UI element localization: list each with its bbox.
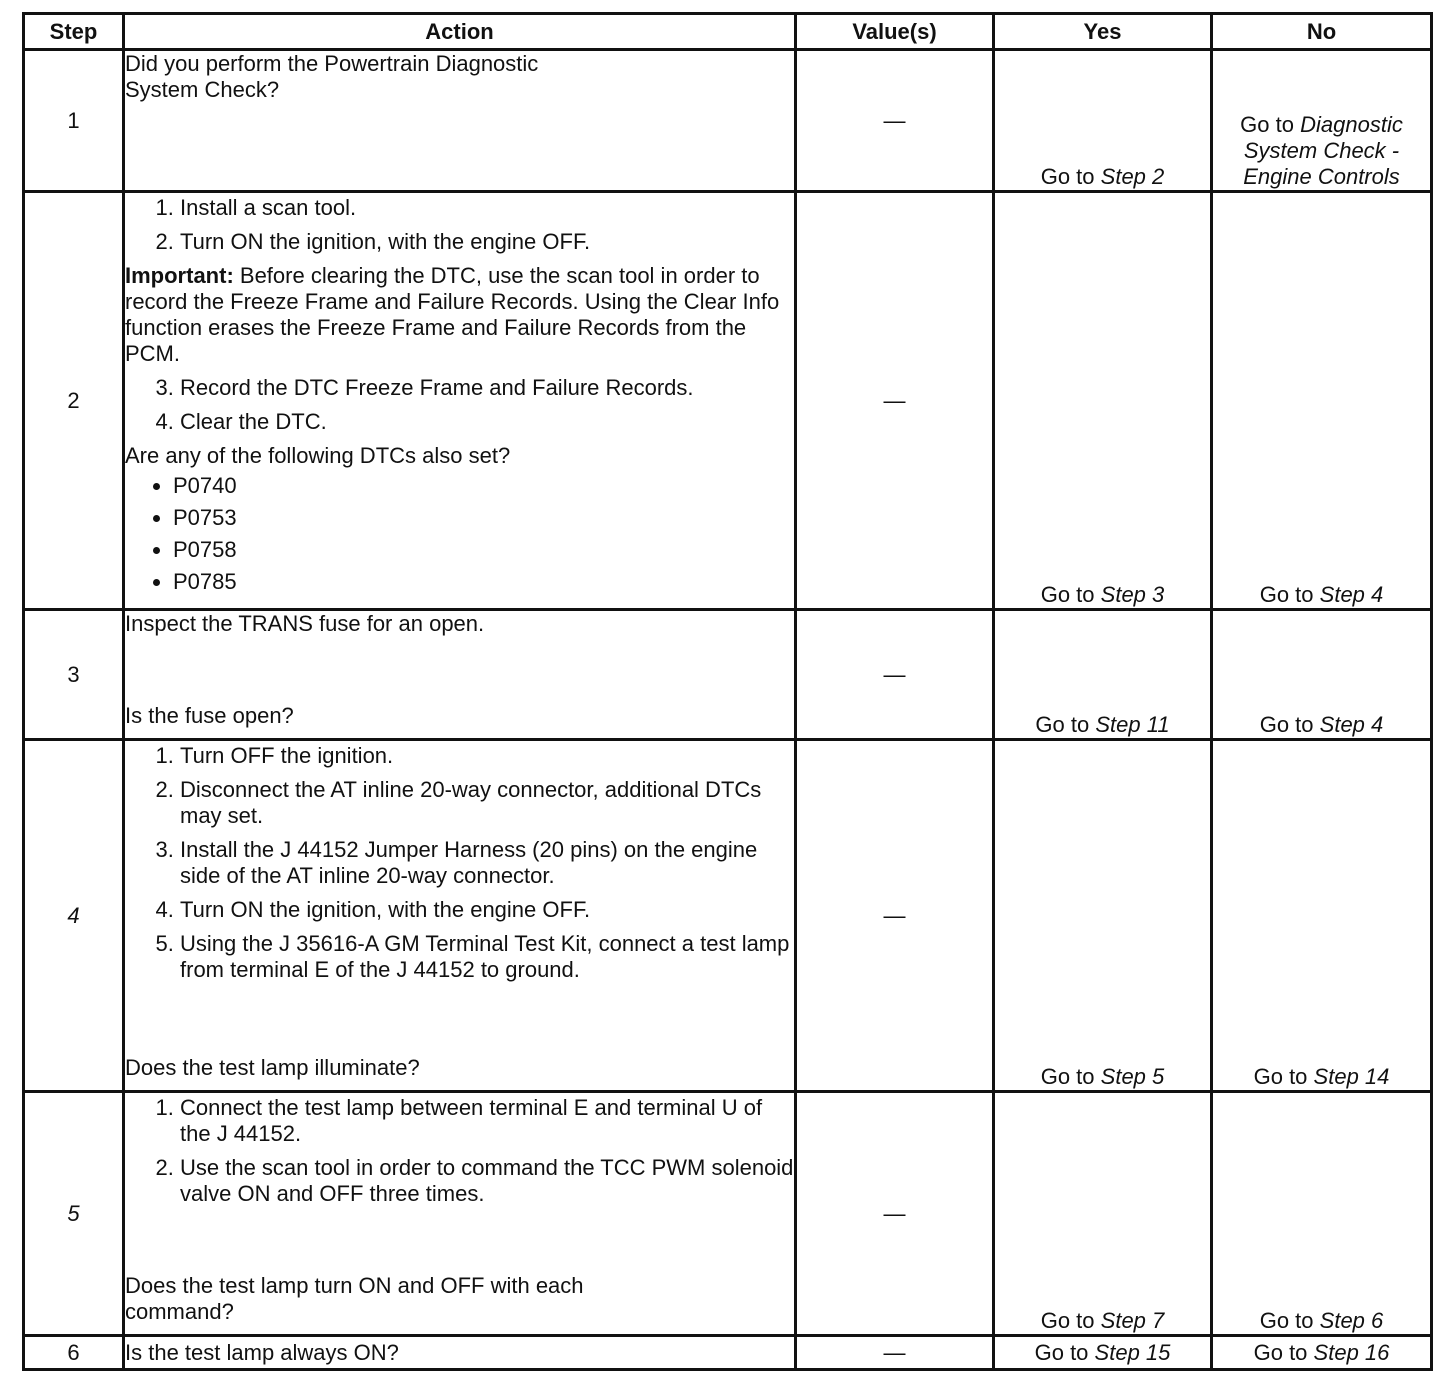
yes-target: Step 7 (1100, 1308, 1165, 1333)
yes-cell (994, 1336, 1212, 1370)
action-step: 1. Turn OFF the ignition. (180, 743, 794, 769)
table-row-step-1 (24, 50, 1432, 192)
go-to-label: Go to (1040, 164, 1095, 189)
dtc-code: • P0785 (173, 569, 794, 595)
dtc-code: • P0740 (173, 473, 794, 499)
action-step: 2. Turn ON the ignition, with the engine OFF. (180, 229, 794, 255)
action-steps (125, 743, 794, 991)
step-number: 6 (24, 1336, 124, 1370)
go-to-label: Go to (1253, 1339, 1308, 1365)
question-text: Are any of the following DTCs also set? (125, 443, 511, 468)
header-action: Action (124, 14, 796, 50)
go-to-label: Go to (1034, 1339, 1089, 1365)
go-to-label: Go to (1035, 712, 1090, 737)
no-target: Diagnostic System Check - Engine Controls (1243, 112, 1403, 189)
no-cell (1212, 1336, 1432, 1370)
action-cell (124, 740, 796, 1092)
step-number: 4 (24, 740, 124, 1092)
no-target: Step 16 (1313, 1339, 1390, 1365)
action-content (125, 1093, 794, 1325)
no-target: Step 14 (1313, 1064, 1390, 1089)
go-to-label: Go to (1040, 1308, 1095, 1333)
header-yes: Yes (994, 14, 1212, 50)
go-to-label: Go to (1259, 582, 1314, 607)
table-row-step-3 (24, 610, 1432, 740)
action-step: 4. Turn ON the ignition, with the engine OFF. (180, 897, 794, 923)
action-content (125, 611, 794, 729)
go-to-label: Go to (1240, 112, 1294, 137)
yes-target: Step 3 (1100, 582, 1165, 607)
table-row-step-4 (24, 740, 1432, 1092)
instruction-text: Inspect the TRANS fuse for an open. (125, 611, 485, 636)
value-cell: — (796, 740, 994, 1092)
step-number: 2 (24, 192, 124, 610)
important-note (125, 263, 794, 367)
table-row-step-2 (24, 192, 1432, 610)
question-text: Did you perform the Powertrain Diagnostic System Check? (125, 51, 539, 102)
action-step: 4. Clear the DTC. (180, 409, 794, 435)
go-to-label: Go to (1040, 582, 1095, 607)
diagnostic-table (22, 12, 1433, 1371)
no-cell (1212, 610, 1432, 740)
header-step: Step (24, 14, 124, 50)
yes-cell (994, 1092, 1212, 1336)
go-to-label: Go to (1040, 1064, 1095, 1089)
step-number: 1 (24, 50, 124, 192)
yes-target: Step 5 (1100, 1064, 1165, 1089)
important-text: Before clearing the DTC, use the scan tool in order to record the Freeze Frame and Failure Records. Using the Clear Info function erases the Freeze Frame and Failure Records from the PCM. (125, 263, 780, 366)
question-text: Is the fuse open? (125, 703, 294, 728)
action-step: 2. Use the scan tool in order to command the TCC PWM solenoid valve ON and OFF three times. (180, 1155, 794, 1207)
yes-cell (994, 192, 1212, 610)
action-content (125, 741, 794, 1081)
question-text: Does the test lamp illuminate? (125, 1055, 420, 1080)
go-to-label: Go to (1259, 1308, 1314, 1333)
action-cell (124, 1336, 796, 1370)
action-step: 3. Install the J 44152 Jumper Harness (20 pins) on the engine side of the AT inline 20-way connector. (180, 837, 794, 889)
action-step: 1. Connect the test lamp between terminal E and terminal U of the J 44152. (180, 1095, 794, 1147)
go-to-label: Go to (1259, 712, 1314, 737)
yes-cell (994, 740, 1212, 1092)
question-text: Does the test lamp turn ON and OFF with each command? (125, 1273, 584, 1324)
dtc-list (125, 473, 794, 595)
yes-cell (994, 610, 1212, 740)
action-step: 2. Disconnect the AT inline 20-way connector, additional DTCs may set. (180, 777, 794, 829)
dtc-code: • P0758 (173, 537, 794, 563)
header-row (24, 14, 1432, 50)
value-cell: — (796, 192, 994, 610)
no-cell (1212, 740, 1432, 1092)
value-cell: — (796, 1092, 994, 1336)
important-label: Important: (125, 263, 234, 288)
no-cell (1212, 50, 1432, 192)
yes-cell (994, 50, 1212, 192)
action-steps (125, 1095, 794, 1215)
step-number: 5 (24, 1092, 124, 1336)
action-step: 1. Install a scan tool. (180, 195, 794, 221)
action-step: 3. Record the DTC Freeze Frame and Failure Records. (180, 375, 794, 401)
no-cell (1212, 1092, 1432, 1336)
action-cell (124, 50, 796, 192)
yes-target: Step 2 (1100, 164, 1165, 189)
table-row-step-5 (24, 1092, 1432, 1336)
action-steps (125, 195, 794, 255)
action-steps (125, 375, 794, 435)
step-number: 3 (24, 610, 124, 740)
no-cell (1212, 192, 1432, 610)
header-values: Value(s) (796, 14, 994, 50)
action-cell (124, 610, 796, 740)
yes-target: Step 11 (1095, 712, 1170, 737)
no-target: Step 4 (1319, 582, 1384, 607)
value-cell: — (796, 610, 994, 740)
table-row-step-6 (24, 1336, 1432, 1370)
dtc-code: • P0753 (173, 505, 794, 531)
value-cell: — (796, 50, 994, 192)
value-cell: — (796, 1336, 994, 1370)
no-target: Step 6 (1319, 1308, 1384, 1333)
go-to-label: Go to (1253, 1064, 1308, 1089)
no-target: Step 4 (1319, 712, 1384, 737)
action-cell (124, 1092, 796, 1336)
question-text: Is the test lamp always ON? (125, 1339, 399, 1365)
yes-target: Step 15 (1094, 1339, 1171, 1365)
action-step: 5. Using the J 35616-A GM Terminal Test Kit, connect a test lamp from terminal E of the J 44152 to ground. (180, 931, 794, 983)
header-no: No (1212, 14, 1432, 50)
action-cell (124, 192, 796, 610)
